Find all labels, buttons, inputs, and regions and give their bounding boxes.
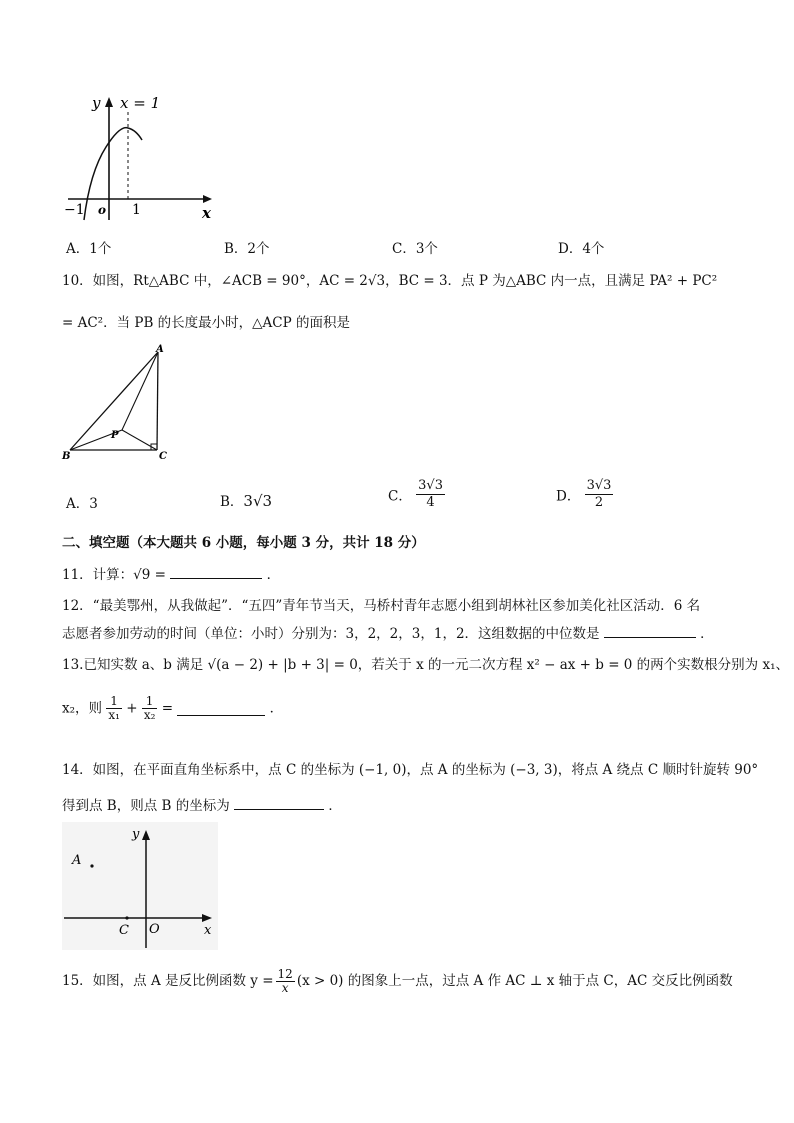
q14-answer-blank[interactable] [234, 795, 324, 810]
point-c-dot [125, 916, 128, 919]
q12-answer-blank[interactable] [604, 623, 696, 638]
point-p: P [111, 430, 119, 441]
y-axis-arrow [105, 97, 113, 107]
q10-option-d: D． $\frac{3√3}{2}$ [556, 478, 612, 510]
q13-line2: x₂，则 $\frac{1}{\text{x₁}}$ + $\frac{1}{\text{x₂}}$ = ． [62, 694, 284, 722]
q12-line2: 志愿者参加劳动的时间（单位：小时）分别为：3，2，2，3，1，2．这组数据的中位数是 ． [62, 623, 714, 643]
label-o: O [149, 922, 160, 937]
q10-line2: = AC²．当 PB 的长度最小时，△ACP 的面积是 [62, 315, 351, 331]
label-y: y [132, 827, 140, 842]
q10-option-c: C． $\frac{3√3}{4}$ [388, 478, 443, 510]
q10-option-b: B．3√3 [220, 492, 273, 510]
q10-line1: 10．如图，Rt△ABC 中，∠ACB = 90°，AC = 2√3，BC = 3．点 P 为△ABC 内一点，且满足 PA² + PC² [62, 273, 718, 289]
q9-option-c: C．3个 [392, 241, 438, 257]
q15-line1: 15．如图，点 A 是反比例函数 y = $\frac{12}{x}$ (x > 0) 的图象上一点，过点 A 作 AC ⊥ x 轴于点 C，AC 交反比例函数 [62, 966, 733, 995]
axis-line-label: x = 1 [120, 94, 161, 112]
origin-label: o [98, 203, 107, 217]
tick-1: 1 [132, 202, 141, 218]
q11: 11．计算：√9 = ． [62, 564, 280, 584]
q13-answer-blank[interactable] [177, 701, 265, 716]
q9-parabola-graph [60, 92, 220, 222]
section-2-title: 二、填空题（本大题共 6 小题，每小题 3 分，共计 18 分） [62, 535, 425, 551]
q12-line1: 12．“最美鄂州，从我做起”．“五四”青年节当天，马桥村青年志愿小组到胡林社区参加美化社区活动．6 名 [62, 598, 701, 614]
vertex-b: B [62, 451, 71, 462]
q10-triangle-figure [60, 342, 180, 466]
q14-coordinate-figure [62, 822, 218, 950]
q9-option-d: D．4个 [558, 241, 605, 257]
q9-option-b: B．2个 [224, 241, 270, 257]
point-a-dot [90, 864, 93, 867]
x-label: x [202, 204, 211, 222]
q14-line2: 得到点 B，则点 B 的坐标为 ． [62, 795, 342, 815]
q13-line1: 13.已知实数 a、b 满足 √(a − 2) + |b + 3| = 0，若关于 x 的一元二次方程 x² − ax + b = 0 的两个实数根分别为 x₁、 [62, 657, 789, 673]
label-a: A [72, 853, 82, 868]
q9-option-a: A．1个 [66, 241, 112, 257]
label-c: C [119, 923, 129, 938]
q11-answer-blank[interactable] [170, 564, 262, 579]
vertex-c: C [159, 451, 167, 462]
vertex-a: A [156, 344, 164, 355]
q14-line1: 14．如图，在平面直角坐标系中，点 C 的坐标为 (−1, 0)，点 A 的坐标为 (−3, 3)，将点 A 绕点 C 顺时针旋转 90° [62, 762, 759, 778]
x-axis-arrow [203, 195, 212, 203]
label-x: x [204, 923, 212, 938]
tick-minus1: −1 [64, 202, 85, 218]
y-label: y [92, 94, 101, 112]
q10-option-a: A．3 [66, 496, 98, 512]
